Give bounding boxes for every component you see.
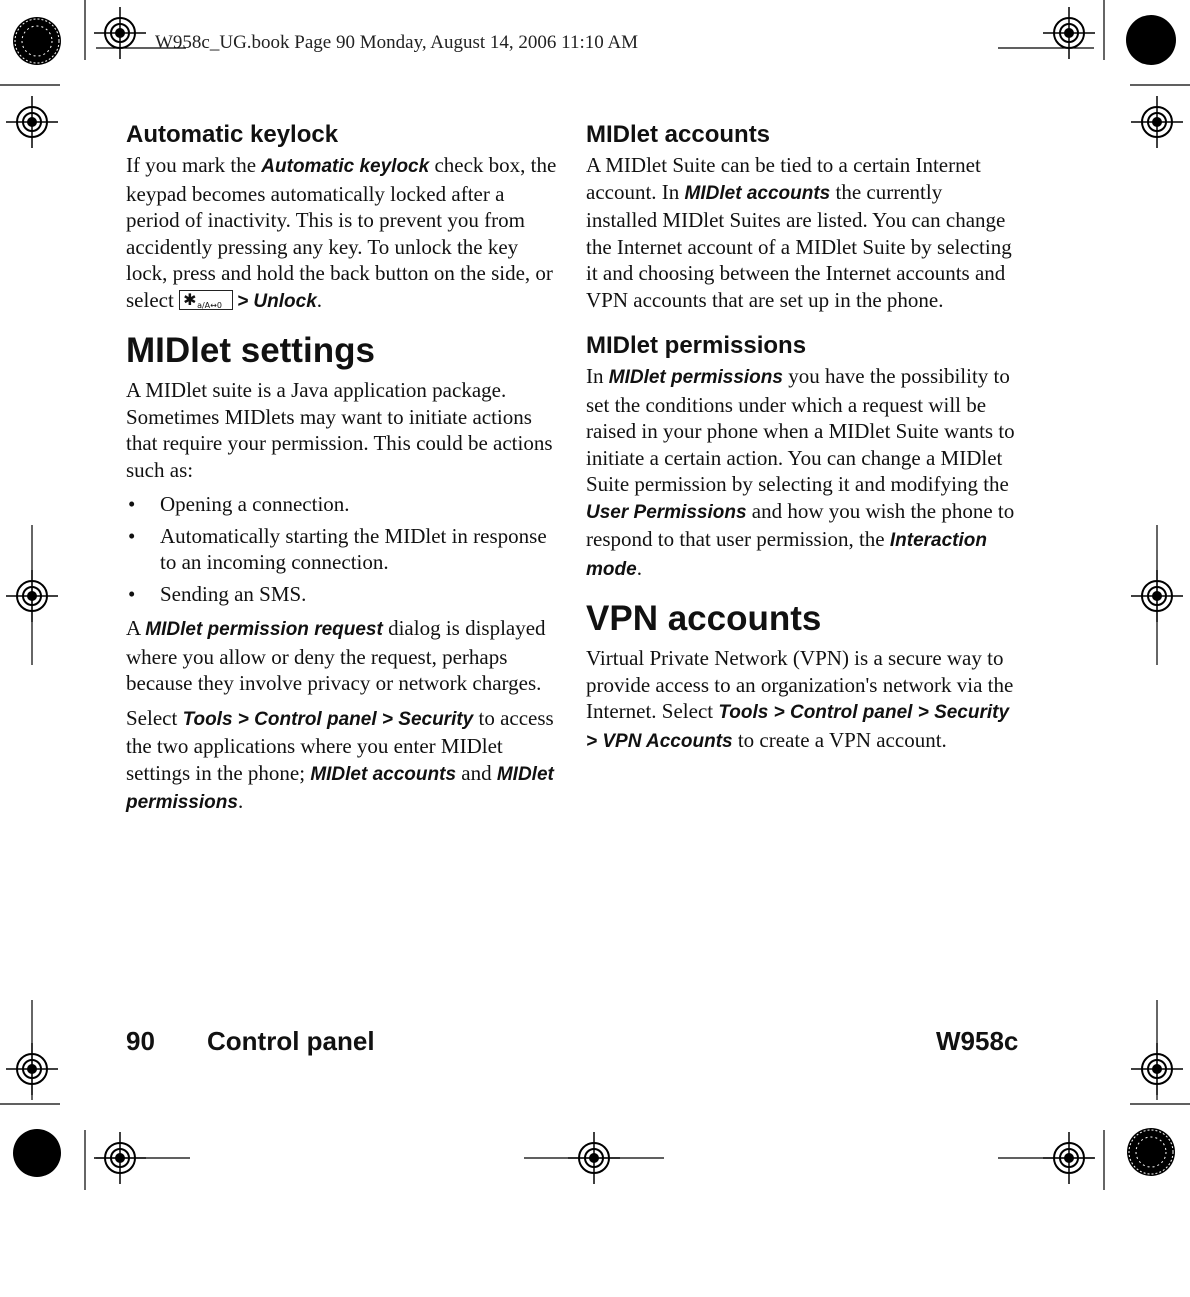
text-run: Select xyxy=(126,705,178,730)
vpn-accounts-paragraph xyxy=(586,645,1018,755)
text-run: you have the possibility to set the conditions under which a request will be raised in your phone when a MIDlet Suite wants to initiate a certain action. You can change a MIDlet Suite permission by selecting it and modifying the xyxy=(586,364,1015,496)
text-run: . xyxy=(237,789,244,813)
text-run: A xyxy=(126,616,141,640)
star-key-icon xyxy=(179,290,233,310)
permission-request-paragraph xyxy=(126,615,558,697)
midlet-settings-heading: MIDlet settings xyxy=(126,331,375,370)
automatic-keylock-paragraph xyxy=(126,152,558,315)
text-run: Virtual Private Network (VPN) is a secure way to provide access to an organization's network via the Internet. Select xyxy=(586,646,1014,723)
midlet-settings-intro: A MIDlet suite is a Java application package. Sometimes MIDlets may want to initiate actions that require your permission. This could be actions such as: xyxy=(126,378,553,482)
left-column xyxy=(126,120,558,825)
text-run: . xyxy=(636,555,642,580)
tools-path: Tools > Control panel > Security xyxy=(182,708,474,730)
list-item-text: Automatically starting the MIDlet in response to an incoming connection. xyxy=(160,523,547,574)
text-run: the currently installed MIDlet Suites are listed. You can change the Internet account of a MIDlet Suite by selecting it and choosing between the Internet accounts and VPN accounts that are set up in the phone. xyxy=(586,179,1012,312)
bullet-icon: • xyxy=(128,523,136,548)
midlet-permissions-term: MIDlet permissions xyxy=(126,763,554,813)
list-item xyxy=(126,581,558,608)
text-run: . xyxy=(316,287,323,312)
section-title: Control panel xyxy=(207,1026,375,1056)
text-run: and xyxy=(461,760,492,785)
midlet-accounts-term: MIDlet accounts xyxy=(310,763,457,785)
bullet-icon: • xyxy=(128,492,136,516)
vpn-accounts-heading: VPN accounts xyxy=(586,599,822,638)
bullet-icon: • xyxy=(128,581,136,606)
list-item xyxy=(126,523,558,576)
midlet-accounts-paragraph xyxy=(586,152,1018,313)
text-run: If you mark the xyxy=(126,153,257,177)
vpn-accounts-path: Tools > Control panel > Security > VPN Accounts xyxy=(586,702,1010,752)
text-run: to access the two applications where you enter MIDlet settings in the phone; xyxy=(126,705,554,785)
automatic-keylock-heading: Automatic keylock xyxy=(126,121,339,148)
key-case-label: a/A↔0 xyxy=(197,300,222,310)
star-glyph: ✱ xyxy=(183,289,197,309)
page-number: 90 xyxy=(126,1026,155,1056)
midlet-accounts-term: MIDlet accounts xyxy=(684,182,831,204)
midlet-permissions-heading: MIDlet permissions xyxy=(586,332,807,359)
midlet-permission-request-term: MIDlet permission request xyxy=(145,619,383,640)
midlet-accounts-heading: MIDlet accounts xyxy=(586,121,771,148)
text-run: A MIDlet Suite can be tied to a certain Internet account. In xyxy=(586,153,981,204)
actions-list xyxy=(126,491,558,607)
text-run: check box, the keypad becomes automatically locked after a period of inactivity. This is to prevent you from accidently pressing any key. To unlock the key lock, press and hold the back button on the side, or select xyxy=(126,153,557,312)
automatic-keylock-term: Automatic keylock xyxy=(261,156,430,177)
text-run: In xyxy=(586,364,604,388)
text-run: and how you wish the phone to respond to that user permission, the xyxy=(586,498,1015,551)
right-column xyxy=(586,120,1018,763)
text-run: to create a VPN account. xyxy=(737,727,947,752)
text-run: dialog is displayed where you allow or deny the request, perhaps because they involve privacy or network charges. xyxy=(126,616,546,695)
midlet-permissions-term: MIDlet permissions xyxy=(608,367,783,388)
model-name: W958c xyxy=(936,1026,1019,1056)
user-permissions-term: User Permissions xyxy=(586,501,747,523)
unlock-command: > Unlock xyxy=(237,290,317,312)
list-item-text: Sending an SMS. xyxy=(160,581,307,606)
select-tools-paragraph xyxy=(126,705,558,817)
list-item xyxy=(126,491,558,518)
list-item-text: Opening a connection. xyxy=(160,492,350,516)
print-slug: W958c_UG.book Page 90 Monday, August 14, 2006 11:10 AM xyxy=(155,32,639,53)
midlet-permissions-paragraph xyxy=(586,363,1018,583)
interaction-mode-term: Interaction mode xyxy=(586,530,987,580)
